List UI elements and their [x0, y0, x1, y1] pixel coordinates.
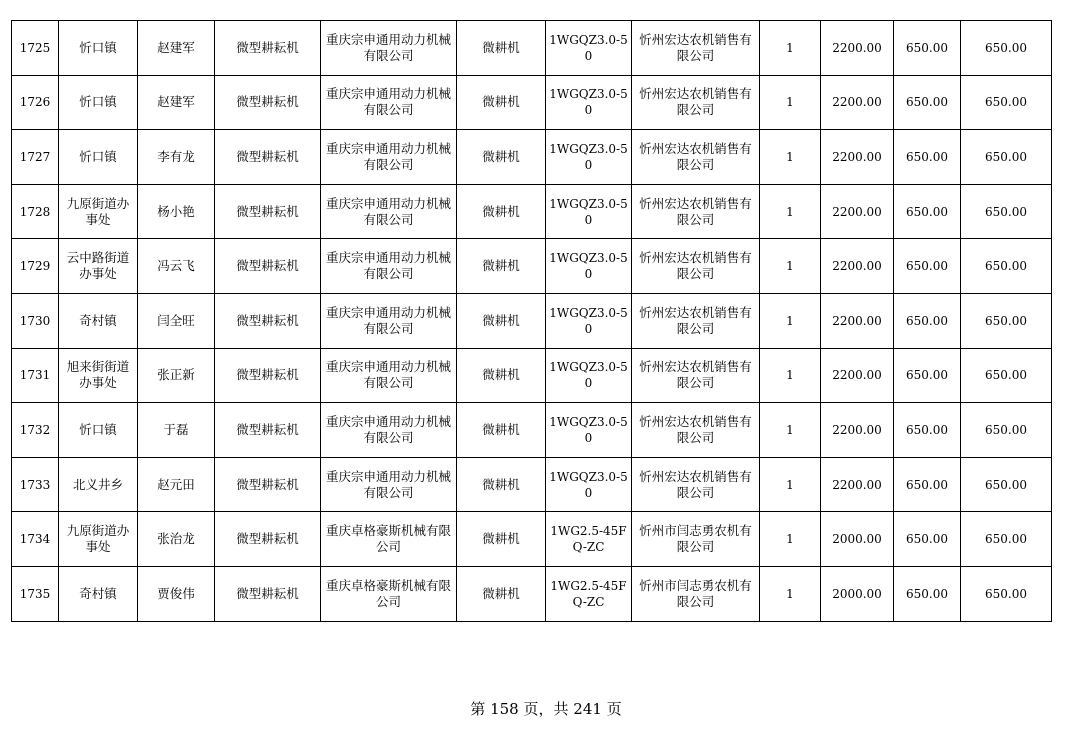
- cell-total-subsidy: 650.00: [961, 130, 1052, 185]
- cell-product-name: 微耕机: [457, 403, 546, 458]
- cell-buyer-name: 赵元田: [138, 457, 215, 512]
- cell-quantity: 1: [760, 130, 821, 185]
- cell-sale-price: 2200.00: [821, 184, 894, 239]
- cell-quantity: 1: [760, 239, 821, 294]
- cell-product-name: 微耕机: [457, 239, 546, 294]
- cell-town: 忻口镇: [59, 130, 138, 185]
- cell-total-subsidy: 650.00: [961, 239, 1052, 294]
- cell-town: 奇村镇: [59, 293, 138, 348]
- cell-town: 九原街道办事处: [59, 184, 138, 239]
- cell-quantity: 1: [760, 403, 821, 458]
- cell-product-name: 微耕机: [457, 21, 546, 76]
- cell-buyer-name: 闫全旺: [138, 293, 215, 348]
- cell-town: 北义井乡: [59, 457, 138, 512]
- cell-town: 旭来街街道办事处: [59, 348, 138, 403]
- cell-town: 忻口镇: [59, 403, 138, 458]
- cell-sale-price: 2200.00: [821, 403, 894, 458]
- cell-model: 1WGQZ3.0-50: [546, 457, 632, 512]
- cell-machine-category: 微型耕耘机: [215, 75, 321, 130]
- cell-town: 奇村镇: [59, 566, 138, 621]
- cell-dealer: 忻州宏达农机销售有限公司: [632, 403, 760, 458]
- cell-unit-subsidy: 650.00: [894, 293, 961, 348]
- cell-buyer-name: 贾俊伟: [138, 566, 215, 621]
- cell-model: 1WGQZ3.0-50: [546, 293, 632, 348]
- cell-model: 1WGQZ3.0-50: [546, 239, 632, 294]
- total-pages-number: 241: [573, 700, 602, 718]
- cell-serial-no: 1727: [12, 130, 59, 185]
- cell-sale-price: 2200.00: [821, 239, 894, 294]
- cell-serial-no: 1730: [12, 293, 59, 348]
- table-row: [12, 512, 1052, 567]
- cell-total-subsidy: 650.00: [961, 75, 1052, 130]
- table-row: [12, 184, 1052, 239]
- cell-sale-price: 2200.00: [821, 457, 894, 512]
- cell-town: 云中路街道办事处: [59, 239, 138, 294]
- cell-machine-category: 微型耕耘机: [215, 566, 321, 621]
- cell-dealer: 忻州宏达农机销售有限公司: [632, 457, 760, 512]
- table-row: [12, 130, 1052, 185]
- cell-serial-no: 1728: [12, 184, 59, 239]
- table-row: [12, 239, 1052, 294]
- cell-manufacturer: 重庆宗申通用动力机械有限公司: [321, 130, 457, 185]
- cell-town: 忻口镇: [59, 75, 138, 130]
- cell-unit-subsidy: 650.00: [894, 457, 961, 512]
- cell-serial-no: 1734: [12, 512, 59, 567]
- cell-town: 九原街道办事处: [59, 512, 138, 567]
- cell-unit-subsidy: 650.00: [894, 348, 961, 403]
- cell-quantity: 1: [760, 184, 821, 239]
- cell-product-name: 微耕机: [457, 566, 546, 621]
- cell-total-subsidy: 650.00: [961, 512, 1052, 567]
- cell-machine-category: 微型耕耘机: [215, 293, 321, 348]
- cell-unit-subsidy: 650.00: [894, 75, 961, 130]
- cell-manufacturer: 重庆宗申通用动力机械有限公司: [321, 457, 457, 512]
- cell-sale-price: 2200.00: [821, 21, 894, 76]
- cell-total-subsidy: 650.00: [961, 184, 1052, 239]
- cell-dealer: 忻州宏达农机销售有限公司: [632, 348, 760, 403]
- cell-machine-category: 微型耕耘机: [215, 403, 321, 458]
- footer-prefix: 第: [470, 700, 486, 718]
- table-body: [12, 21, 1052, 622]
- cell-sale-price: 2200.00: [821, 130, 894, 185]
- table-row: [12, 21, 1052, 76]
- cell-sale-price: 2000.00: [821, 512, 894, 567]
- cell-manufacturer: 重庆卓格豪斯机械有限公司: [321, 566, 457, 621]
- cell-buyer-name: 赵建军: [138, 75, 215, 130]
- cell-serial-no: 1732: [12, 403, 59, 458]
- cell-total-subsidy: 650.00: [961, 293, 1052, 348]
- cell-buyer-name: 冯云飞: [138, 239, 215, 294]
- cell-quantity: 1: [760, 293, 821, 348]
- cell-machine-category: 微型耕耘机: [215, 348, 321, 403]
- cell-buyer-name: 张正新: [138, 348, 215, 403]
- cell-quantity: 1: [760, 512, 821, 567]
- cell-total-subsidy: 650.00: [961, 348, 1052, 403]
- table-row: [12, 293, 1052, 348]
- cell-unit-subsidy: 650.00: [894, 403, 961, 458]
- cell-buyer-name: 杨小艳: [138, 184, 215, 239]
- footer-suffix: 页: [606, 700, 622, 718]
- cell-total-subsidy: 650.00: [961, 566, 1052, 621]
- cell-unit-subsidy: 650.00: [894, 21, 961, 76]
- cell-dealer: 忻州宏达农机销售有限公司: [632, 293, 760, 348]
- cell-dealer: 忻州宏达农机销售有限公司: [632, 184, 760, 239]
- cell-sale-price: 2200.00: [821, 293, 894, 348]
- cell-manufacturer: 重庆宗申通用动力机械有限公司: [321, 348, 457, 403]
- cell-total-subsidy: 650.00: [961, 403, 1052, 458]
- cell-buyer-name: 张治龙: [138, 512, 215, 567]
- cell-buyer-name: 于磊: [138, 403, 215, 458]
- current-page-number: 158: [490, 700, 519, 718]
- cell-product-name: 微耕机: [457, 130, 546, 185]
- cell-unit-subsidy: 650.00: [894, 130, 961, 185]
- cell-dealer: 忻州宏达农机销售有限公司: [632, 130, 760, 185]
- cell-product-name: 微耕机: [457, 75, 546, 130]
- cell-dealer: 忻州市闫志勇农机有限公司: [632, 512, 760, 567]
- cell-quantity: 1: [760, 348, 821, 403]
- cell-quantity: 1: [760, 457, 821, 512]
- table-row: [12, 348, 1052, 403]
- cell-manufacturer: 重庆宗申通用动力机械有限公司: [321, 75, 457, 130]
- table-row: [12, 75, 1052, 130]
- cell-serial-no: 1726: [12, 75, 59, 130]
- cell-model: 1WGQZ3.0-50: [546, 403, 632, 458]
- cell-buyer-name: 赵建军: [138, 21, 215, 76]
- cell-quantity: 1: [760, 75, 821, 130]
- cell-product-name: 微耕机: [457, 348, 546, 403]
- cell-quantity: 1: [760, 21, 821, 76]
- cell-model: 1WG2.5-45FQ-ZC: [546, 566, 632, 621]
- cell-town: 忻口镇: [59, 21, 138, 76]
- cell-manufacturer: 重庆卓格豪斯机械有限公司: [321, 512, 457, 567]
- cell-unit-subsidy: 650.00: [894, 184, 961, 239]
- cell-manufacturer: 重庆宗申通用动力机械有限公司: [321, 184, 457, 239]
- cell-product-name: 微耕机: [457, 293, 546, 348]
- cell-model: 1WGQZ3.0-50: [546, 21, 632, 76]
- cell-serial-no: 1731: [12, 348, 59, 403]
- page-footer: [0, 698, 1092, 719]
- cell-dealer: 忻州宏达农机销售有限公司: [632, 21, 760, 76]
- cell-quantity: 1: [760, 566, 821, 621]
- cell-machine-category: 微型耕耘机: [215, 184, 321, 239]
- cell-total-subsidy: 650.00: [961, 21, 1052, 76]
- table-row: [12, 403, 1052, 458]
- cell-sale-price: 2200.00: [821, 348, 894, 403]
- cell-dealer: 忻州宏达农机销售有限公司: [632, 239, 760, 294]
- cell-model: 1WGQZ3.0-50: [546, 184, 632, 239]
- cell-serial-no: 1725: [12, 21, 59, 76]
- cell-machine-category: 微型耕耘机: [215, 239, 321, 294]
- cell-serial-no: 1729: [12, 239, 59, 294]
- cell-machine-category: 微型耕耘机: [215, 130, 321, 185]
- cell-dealer: 忻州市闫志勇农机有限公司: [632, 566, 760, 621]
- cell-unit-subsidy: 650.00: [894, 239, 961, 294]
- cell-manufacturer: 重庆宗申通用动力机械有限公司: [321, 239, 457, 294]
- cell-serial-no: 1735: [12, 566, 59, 621]
- cell-product-name: 微耕机: [457, 457, 546, 512]
- cell-total-subsidy: 650.00: [961, 457, 1052, 512]
- cell-sale-price: 2000.00: [821, 566, 894, 621]
- footer-middle: 页，共: [523, 700, 569, 718]
- cell-product-name: 微耕机: [457, 512, 546, 567]
- cell-dealer: 忻州宏达农机销售有限公司: [632, 75, 760, 130]
- cell-manufacturer: 重庆宗申通用动力机械有限公司: [321, 21, 457, 76]
- cell-serial-no: 1733: [12, 457, 59, 512]
- cell-manufacturer: 重庆宗申通用动力机械有限公司: [321, 293, 457, 348]
- cell-sale-price: 2200.00: [821, 75, 894, 130]
- cell-model: 1WG2.5-45FQ-ZC: [546, 512, 632, 567]
- cell-unit-subsidy: 650.00: [894, 566, 961, 621]
- subsidy-table: [11, 20, 1052, 622]
- cell-model: 1WGQZ3.0-50: [546, 348, 632, 403]
- table-row: [12, 457, 1052, 512]
- cell-model: 1WGQZ3.0-50: [546, 75, 632, 130]
- cell-model: 1WGQZ3.0-50: [546, 130, 632, 185]
- cell-buyer-name: 李有龙: [138, 130, 215, 185]
- cell-machine-category: 微型耕耘机: [215, 457, 321, 512]
- cell-manufacturer: 重庆宗申通用动力机械有限公司: [321, 403, 457, 458]
- table-row: [12, 566, 1052, 621]
- cell-unit-subsidy: 650.00: [894, 512, 961, 567]
- cell-machine-category: 微型耕耘机: [215, 512, 321, 567]
- cell-machine-category: 微型耕耘机: [215, 21, 321, 76]
- cell-product-name: 微耕机: [457, 184, 546, 239]
